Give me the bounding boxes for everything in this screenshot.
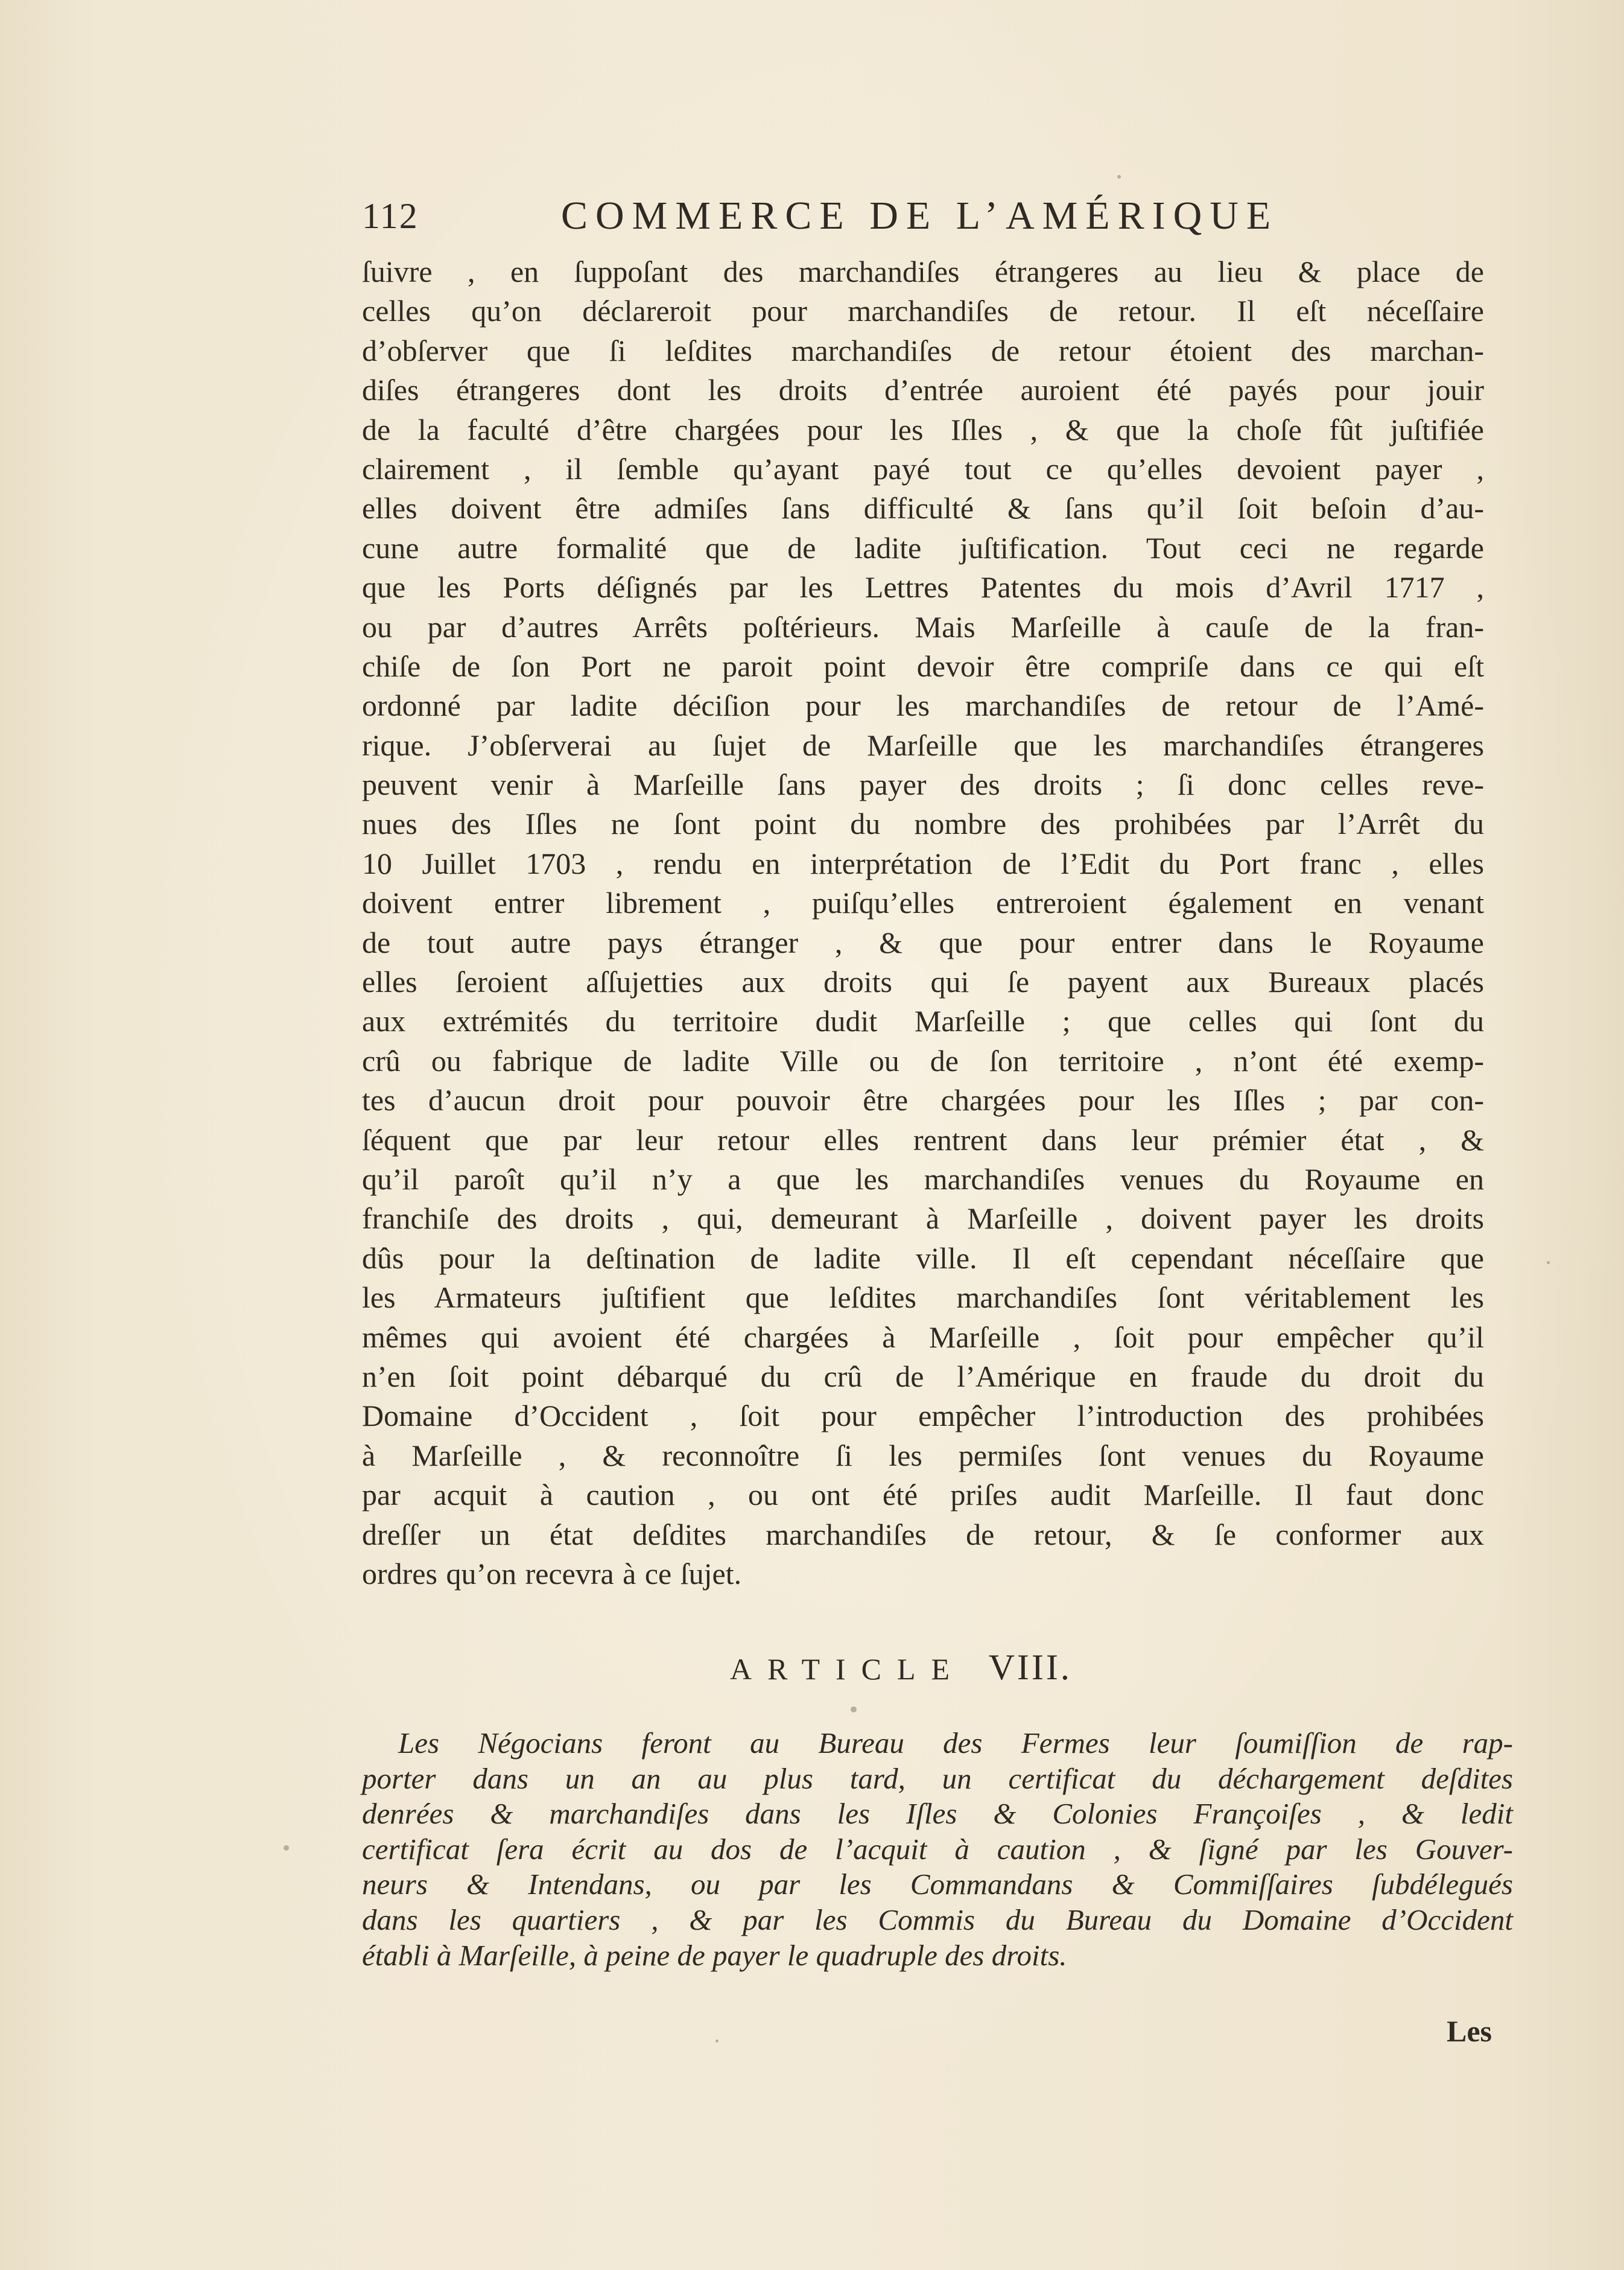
- text-line: ſéquent que par leur retour elles rentrent dans leur prémier état , &: [362, 1122, 1484, 1157]
- text-line: à Marſeille , & reconnoître ſi les permiſes ſont venues du Royaume: [362, 1438, 1484, 1472]
- text-line: que les Ports déſignés par les Lettres Patentes du mois d’Avril 1717 ,: [362, 570, 1484, 605]
- paper-speck: [1547, 1261, 1550, 1264]
- italic-line: neurs & Intendans, ou par les Commandans & Commiſſaires ſubdélegués: [362, 1868, 1513, 1901]
- text-line: ordres qu’on recevra à ce ſujet.: [362, 1556, 742, 1591]
- text-line: diſes étrangeres dont les droits d’entrée auroient été payés pour jouir: [362, 373, 1484, 407]
- text-line: d’obſerver que ſi leſdites marchandiſes de retour étoient des marchan-: [362, 333, 1484, 367]
- paper-speck: [715, 2040, 718, 2043]
- article-heading: [730, 1646, 1072, 1690]
- page-number: 112: [362, 196, 419, 236]
- text-line: tes d’aucun droit pour pouvoir être chargées pour les Iſles ; par con-: [362, 1083, 1484, 1118]
- text-line: doivent entrer librement , puiſqu’elles entreroient également en venant: [362, 886, 1484, 920]
- italic-line: denrées & marchandiſes dans les Iſles & Colonies Françoiſes , & ledit: [362, 1797, 1513, 1831]
- text-line: ordonné par ladite déciſion pour les marchandiſes de retour de l’Amé-: [362, 688, 1484, 723]
- running-title: COMMERCE DE L’AMÉRIQUE: [561, 194, 1279, 238]
- text-line: dûs pour la deſtination de ladite ville. Il eſt cependant néceſſaire que: [362, 1241, 1484, 1275]
- italic-line: établi à Marſeille, à peine de payer le quadruple des droits.: [362, 1938, 1067, 1972]
- catchword: Les: [1447, 2014, 1492, 2048]
- text-line: ſuivre , en ſuppoſant des marchandiſes étrangeres au lieu & place de: [362, 255, 1484, 288]
- text-line: qu’il paroît qu’il n’y a que les marchandiſes venues du Royaume en: [362, 1162, 1484, 1196]
- text-line: franchiſe des droits , qui, demeurant à Marſeille , doivent payer les droits: [362, 1201, 1484, 1236]
- text-line: dreſſer un état deſdites marchandiſes de retour, & ſe conformer aux: [362, 1517, 1484, 1551]
- text-line: elles ſeroient aſſujetties aux droits qui ſe payent aux Bureaux placés: [362, 965, 1484, 999]
- text-line: chiſe de ſon Port ne paroit point devoir être compriſe dans ce qui eſt: [362, 649, 1484, 683]
- italic-line: porter dans un an au plus tard, un certificat du déchargement deſdites: [362, 1761, 1513, 1795]
- text-line: clairement , il ſemble qu’ayant payé tout ce qu’elles devoient payer ,: [362, 451, 1484, 486]
- article-numeral: VIII.: [988, 1647, 1072, 1687]
- text-line: de la faculté d’être chargées pour les Iſles , & que la choſe fût juſtifiée: [362, 412, 1484, 447]
- text-line: n’en ſoit point débarqué du crû de l’Amérique en fraude du droit du: [362, 1359, 1484, 1393]
- paper-speck: [851, 1706, 857, 1712]
- italic-line: Les Négocians feront au Bureau des Fermes leur ſoumiſſion de rap-: [398, 1726, 1513, 1760]
- text-line: mêmes qui avoient été chargées à Marſeille , ſoit pour empêcher qu’il: [362, 1320, 1484, 1354]
- text-line: celles qu’on déclareroit pour marchandiſes de retour. Il eſt néceſſaire: [362, 294, 1484, 328]
- text-line: cune autre formalité que de ladite juſtification. Tout ceci ne regarde: [362, 530, 1484, 565]
- text-line: rique. J’obſerverai au ſujet de Marſeille que les marchandiſes étrangeres: [362, 728, 1484, 762]
- main-paragraph: [362, 252, 1484, 1594]
- text-line: aux extrémités du territoire dudit Marſeille ; que celles qui ſont du: [362, 1004, 1484, 1038]
- text-line: de tout autre pays étranger , & que pour entrer dans le Royaume: [362, 925, 1484, 959]
- text-line: nues des Iſles ne ſont point du nombre des prohibées par l’Arrêt du: [362, 807, 1484, 841]
- paper-speck: [1117, 175, 1121, 179]
- page-header: [362, 192, 1339, 240]
- text-line: par acquit à caution , ou ont été priſes audit Marſeille. Il faut donc: [362, 1478, 1484, 1512]
- text-line: 10 Juillet 1703 , rendu en interprétation de l’Edit du Port franc , elles: [362, 846, 1484, 880]
- text-line: Domaine d’Occident , ſoit pour empêcher l’introduction des prohibées: [362, 1399, 1484, 1433]
- text-line: elles doivent être admiſes ſans difficulté & ſans qu’il ſoit beſoin d’au-: [362, 491, 1484, 526]
- paper-speck: [284, 1845, 289, 1851]
- text-line: ou par d’autres Arrêts poſtérieurs. Mais Marſeille à cauſe de la fran-: [362, 609, 1484, 644]
- text-line: crû ou fabrique de ladite Ville ou de ſon territoire , n’ont été exemp-: [362, 1043, 1484, 1078]
- italic-line: certificat ſera écrit au dos de l’acquit à caution , & ſigné par les Gouver-: [362, 1832, 1513, 1866]
- text-line: peuvent venir à Marſeille ſans payer des droits ; ſi donc celles reve-: [362, 768, 1484, 802]
- article-word: ARTICLE: [730, 1652, 966, 1686]
- text-line: les Armateurs juſtifient que leſdites marchandiſes ſont véritablement les: [362, 1280, 1484, 1315]
- italic-line: dans les quartiers , & par les Commis du Bureau du Domaine d’Occident: [362, 1903, 1513, 1936]
- article-paragraph: [362, 1726, 1513, 1973]
